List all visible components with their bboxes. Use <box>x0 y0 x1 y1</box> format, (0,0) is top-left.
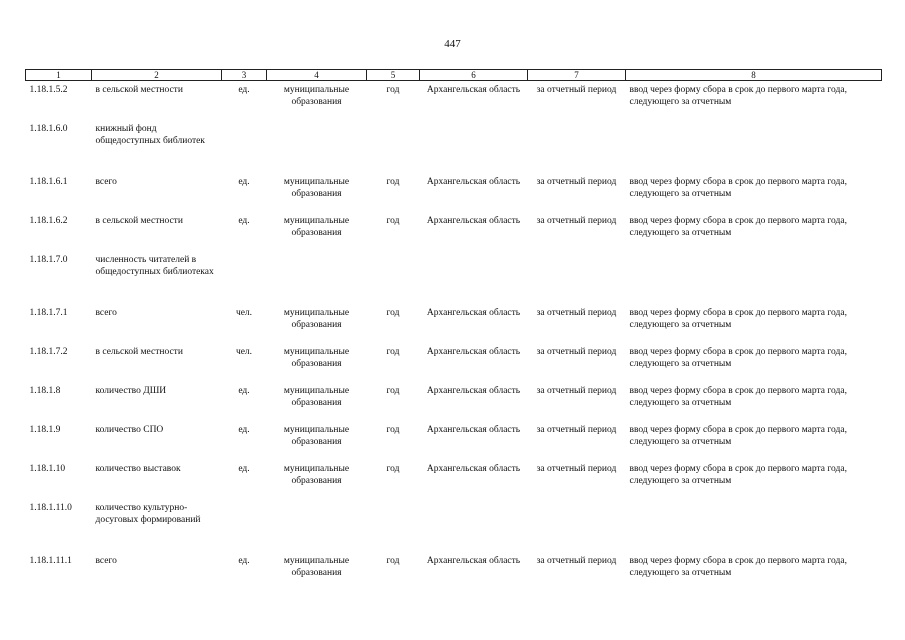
row-time-period: за отчетный период <box>536 308 617 318</box>
row-periodicity <box>367 120 420 173</box>
header-row <box>26 70 882 81</box>
row-method: ввод через форму сбора в срок до первого марта года, следующего за отчетным <box>629 308 847 330</box>
row-region: Архангельская область <box>426 386 521 396</box>
row-code: 1.18.1.9 <box>29 425 61 435</box>
column-header-3: 3 <box>222 70 267 81</box>
row-level: муниципальные образования <box>283 85 350 107</box>
table-row <box>26 304 882 343</box>
column-header-6: 6 <box>420 70 528 81</box>
row-unit: ед. <box>238 85 250 95</box>
row-method: ввод через форму сбора в срок до первого марта года, следующего за отчетным <box>629 386 847 408</box>
row-method <box>626 499 882 552</box>
column-header-1: 1 <box>26 70 92 81</box>
column-header-7: 7 <box>528 70 626 81</box>
row-name: количество выставок <box>95 464 181 474</box>
row-unit: ед. <box>238 425 250 435</box>
row-periodicity: год <box>386 556 400 566</box>
row-periodicity: год <box>386 177 400 187</box>
row-periodicity: год <box>386 464 400 474</box>
row-code: 1.18.1.7.0 <box>29 255 68 265</box>
row-method <box>626 251 882 304</box>
row-unit: ед. <box>238 386 250 396</box>
row-level <box>267 499 367 552</box>
row-time-period: за отчетный период <box>536 347 617 357</box>
row-time-period: за отчетный период <box>536 556 617 566</box>
column-header-5: 5 <box>367 70 420 81</box>
row-code: 1.18.1.7.2 <box>29 347 68 357</box>
row-periodicity <box>367 251 420 304</box>
table-row <box>26 499 882 552</box>
row-name: количество ДШИ <box>95 386 167 396</box>
column-header-2: 2 <box>92 70 222 81</box>
row-code: 1.18.1.11.0 <box>29 503 72 513</box>
row-time-period: за отчетный период <box>536 85 617 95</box>
row-name: книжный фонд общедоступных библиотек <box>95 124 205 146</box>
row-time-period: за отчетный период <box>536 177 617 187</box>
row-periodicity: год <box>386 308 400 318</box>
row-periodicity: год <box>386 425 400 435</box>
row-code: 1.18.1.7.1 <box>29 308 68 318</box>
row-code: 1.18.1.6.2 <box>29 216 68 226</box>
row-region <box>420 499 528 552</box>
row-periodicity: год <box>386 386 400 396</box>
row-code: 1.18.1.11.1 <box>29 556 72 566</box>
row-method: ввод через форму сбора в срок до первого марта года, следующего за отчетным <box>629 85 847 107</box>
row-name: количество СПО <box>95 425 164 435</box>
row-unit: чел. <box>235 347 253 357</box>
row-code: 1.18.1.5.2 <box>29 85 68 95</box>
row-name: численность читателей в общедоступных библиотеках <box>95 255 214 277</box>
row-name: количество культурно-досуговых формирований <box>95 503 201 525</box>
row-time-period <box>528 499 626 552</box>
row-region <box>420 120 528 173</box>
row-unit: ед. <box>238 216 250 226</box>
row-name: в сельской местности <box>95 347 183 357</box>
row-region: Архангельская область <box>426 425 521 435</box>
row-region: Архангельская область <box>426 177 521 187</box>
table-body <box>26 81 882 592</box>
table-header <box>26 70 882 81</box>
table-row <box>26 343 882 382</box>
row-unit <box>222 251 267 304</box>
row-code: 1.18.1.10 <box>29 464 66 474</box>
row-region: Архангельская область <box>426 308 521 318</box>
row-method: ввод через форму сбора в срок до первого марта года, следующего за отчетным <box>629 177 847 199</box>
row-time-period: за отчетный период <box>536 464 617 474</box>
column-header-8: 8 <box>626 70 882 81</box>
row-code: 1.18.1.8 <box>29 386 61 396</box>
table-row <box>26 421 882 460</box>
row-periodicity: год <box>386 347 400 357</box>
row-level: муниципальные образования <box>283 464 350 486</box>
row-method <box>626 120 882 173</box>
row-time-period <box>528 120 626 173</box>
table-row <box>26 173 882 212</box>
row-level <box>267 120 367 173</box>
indicator-table <box>25 69 882 591</box>
row-periodicity: год <box>386 216 400 226</box>
row-unit <box>222 120 267 173</box>
page-number: 447 <box>444 38 461 50</box>
row-level <box>267 251 367 304</box>
row-periodicity <box>367 499 420 552</box>
row-code: 1.18.1.6.1 <box>29 177 68 187</box>
table-row <box>26 460 882 499</box>
row-name: в сельской местности <box>95 85 183 95</box>
row-level: муниципальные образования <box>283 386 350 408</box>
column-header-4: 4 <box>267 70 367 81</box>
row-time-period: за отчетный период <box>536 425 617 435</box>
row-unit: ед. <box>238 464 250 474</box>
row-unit: чел. <box>235 308 253 318</box>
row-name: всего <box>95 308 117 318</box>
row-region: Архангельская область <box>426 347 521 357</box>
row-level: муниципальные образования <box>283 177 350 199</box>
table-row <box>26 81 882 121</box>
row-unit <box>222 499 267 552</box>
row-time-period <box>528 251 626 304</box>
row-method: ввод через форму сбора в срок до первого марта года, следующего за отчетным <box>629 216 847 238</box>
row-level: муниципальные образования <box>283 425 350 447</box>
row-region: Архангельская область <box>426 216 521 226</box>
table-row <box>26 251 882 304</box>
row-method: ввод через форму сбора в срок до первого марта года, следующего за отчетным <box>629 464 847 486</box>
row-region: Архангельская область <box>426 464 521 474</box>
table-row <box>26 120 882 173</box>
row-name: в сельской местности <box>95 216 183 226</box>
row-method: ввод через форму сбора в срок до первого марта года, следующего за отчетным <box>629 347 847 369</box>
row-level: муниципальные образования <box>283 216 350 238</box>
row-level: муниципальные образования <box>283 347 350 369</box>
row-level: муниципальные образования <box>283 308 350 330</box>
row-code: 1.18.1.6.0 <box>29 124 68 134</box>
row-time-period: за отчетный период <box>536 386 617 396</box>
row-name: всего <box>95 556 117 566</box>
row-unit: ед. <box>238 177 250 187</box>
table-row <box>26 552 882 591</box>
row-unit: ед. <box>238 556 250 566</box>
row-method: ввод через форму сбора в срок до первого марта года, следующего за отчетным <box>629 556 847 578</box>
row-region: Архангельская область <box>426 556 521 566</box>
row-region <box>420 251 528 304</box>
row-time-period: за отчетный период <box>536 216 617 226</box>
row-method: ввод через форму сбора в срок до первого марта года, следующего за отчетным <box>629 425 847 447</box>
row-name: всего <box>95 177 117 187</box>
row-periodicity: год <box>386 85 400 95</box>
row-region: Архангельская область <box>426 85 521 95</box>
row-level: муниципальные образования <box>283 556 350 578</box>
table-row <box>26 212 882 251</box>
table-row <box>26 382 882 421</box>
